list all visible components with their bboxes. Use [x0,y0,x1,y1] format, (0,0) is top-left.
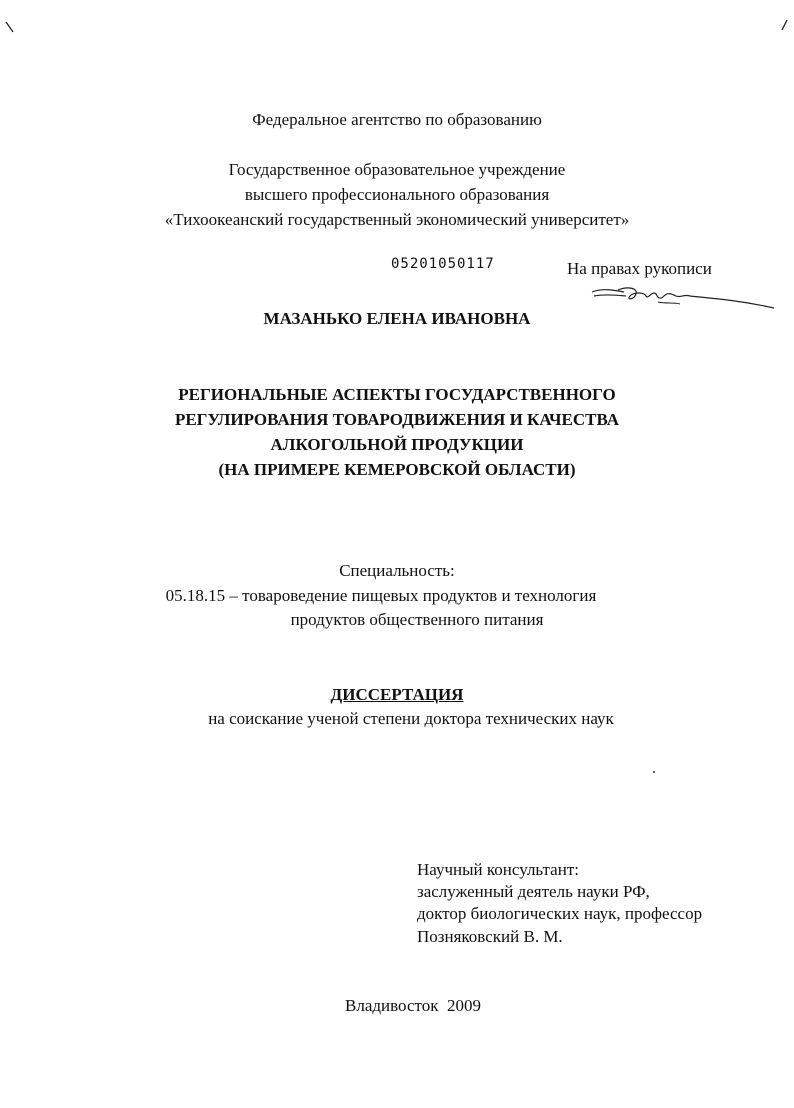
title-line-3: АЛКОГОЛЬНОЙ ПРОДУКЦИИ [270,435,524,454]
consultant-line-1: заслуженный деятель науки РФ, [417,882,650,901]
consultant-name: Позняковский В. М. [417,927,563,946]
consultant-line-2: доктор биологических наук, профессор [417,904,703,923]
scan-dot [653,771,655,773]
institution-line-3: «Тихоокеанский государственный экономический университет» [164,210,630,229]
document-code: 05201050117 [391,256,495,272]
consultant-label: Научный консультант: [417,860,579,879]
title-line-1: РЕГИОНАЛЬНЫЕ АСПЕКТЫ ГОСУДАРСТВЕННОГО [178,385,616,404]
title-line-2: РЕГУЛИРОВАНИЯ ТОВАРОДВИЖЕНИЯ И КАЧЕСТВА [174,410,620,429]
author-name: МАЗАНЬКО ЕЛЕНА ИВАНОВНА [263,309,531,328]
agency-name: Федеральное агентство по образованию [252,110,542,129]
dissertation-subtitle: на соискание ученой степени доктора технических наук [208,709,614,728]
scan-corner-mark-left [4,20,16,34]
specialty-label: Специальность: [339,561,455,580]
city-year: Владивосток 2009 [345,996,481,1015]
specialty-line-1: 05.18.15 – товароведение пищевых продуктов и технология [165,586,597,605]
specialty-line-2: продуктов общественного питания [290,610,544,629]
institution-line-1: Государственное образовательное учреждение [228,160,566,179]
dissertation-label: ДИССЕРТАЦИЯ [330,685,464,704]
scan-corner-mark-right [778,18,790,32]
title-line-4: (НА ПРИМЕРЕ КЕМЕРОВСКОЙ ОБЛАСТИ) [218,460,576,479]
institution-line-2: высшего профессионального образования [244,185,550,204]
manuscript-note: На правах рукописи [567,259,712,278]
